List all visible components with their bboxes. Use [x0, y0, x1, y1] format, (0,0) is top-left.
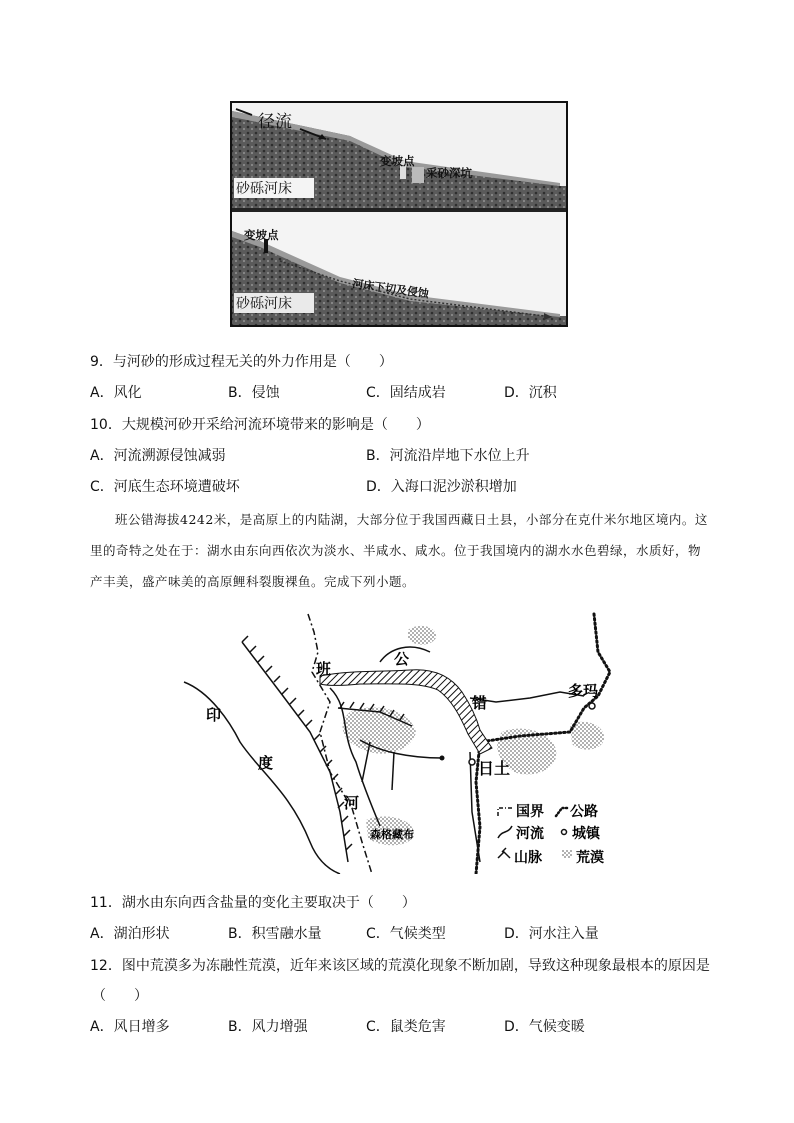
legend-mountain-symbol — [498, 848, 510, 858]
option-text: 积雪融水量 — [251, 926, 322, 942]
q11-option-a[interactable] — [90, 925, 170, 943]
legend-river-label: 河流 — [516, 826, 544, 842]
legend-mountain-label: 山脉 — [514, 850, 542, 866]
option-key: D． — [504, 385, 529, 401]
q10-option-c[interactable] — [90, 478, 240, 496]
bed-label-bottom: 砂砾河床 — [236, 296, 292, 312]
pit-label: 采砂深坑 — [426, 166, 472, 180]
option-key: B． — [366, 448, 390, 464]
option-text: 风力增强 — [251, 1019, 308, 1035]
option-text: 侵蚀 — [251, 385, 280, 401]
question-9-text: 与河砂的形成过程无关的外力作用是（ ） — [112, 354, 393, 370]
option-text: 风化 — [113, 385, 142, 401]
option-text: 湖泊形状 — [113, 926, 170, 942]
question-10-number: 10． — [90, 417, 122, 433]
erosion-label: 河床下切及侵蚀 — [351, 277, 430, 301]
question-12 — [90, 957, 710, 975]
option-text: 入海口泥沙淤积增加 — [390, 479, 517, 495]
question-9 — [90, 353, 393, 371]
legend-desert-symbol — [562, 850, 572, 858]
option-key: C． — [90, 479, 114, 495]
option-text: 气候变暖 — [528, 1019, 585, 1035]
q12-option-d[interactable] — [504, 1018, 585, 1036]
option-text: 河流溯源侵蚀减弱 — [113, 448, 226, 464]
option-text: 风日增多 — [113, 1019, 170, 1035]
option-key: D． — [504, 926, 529, 942]
legend-road-symbol — [556, 808, 568, 816]
question-11-text: 湖水由东向西含盐量的变化主要取决于（ ） — [121, 895, 416, 911]
option-key: A． — [90, 926, 114, 942]
duoma-label: 多玛 — [568, 682, 599, 700]
option-key: D． — [366, 479, 391, 495]
option-text: 气候类型 — [389, 926, 446, 942]
passage: 班公错海拔4242米，是高原上的内陆湖，大部分位于我国西藏日土县，小部分在克什米尔地区境内。这里的奇特之处在于：湖水由东向西依次为淡水、半咸水、咸水。位于我国境内的湖水水色碧绿，水质好，物产丰美，盛产味美的高原鲤科裂腹裸鱼。完成下列小题。 — [90, 512, 708, 589]
option-text: 沉积 — [528, 385, 557, 401]
shiquanhe-label: 森格藏布 — [370, 828, 414, 841]
river-char-3: 河 — [344, 794, 360, 812]
legend-town-symbol — [562, 830, 567, 835]
option-text: 固结成岩 — [389, 385, 446, 401]
legend-road-label: 公路 — [570, 804, 598, 820]
q10-option-b[interactable] — [366, 447, 530, 465]
q12-option-c[interactable] — [366, 1018, 446, 1036]
runoff-label: 径流 — [258, 112, 292, 132]
small-town-marker — [440, 756, 445, 761]
q9-option-d[interactable] — [504, 384, 557, 402]
option-key: C． — [366, 385, 390, 401]
option-key: B． — [228, 385, 252, 401]
lake-char-1: 班 — [316, 660, 332, 678]
sand-pit — [412, 167, 424, 183]
option-key: D． — [504, 1019, 529, 1035]
option-key: A． — [90, 1019, 114, 1035]
option-key: B． — [228, 1019, 252, 1035]
option-key: A． — [90, 385, 114, 401]
question-10-text: 大规模河砂开采给河流环境带来的影响是（ ） — [121, 417, 430, 433]
q9-option-b[interactable] — [228, 384, 280, 402]
option-text: 河底生态环境遭破坏 — [113, 479, 240, 495]
map-legend — [498, 803, 604, 866]
q12-option-b[interactable] — [228, 1018, 308, 1036]
slope-break-label-top: 变坡点 — [380, 154, 415, 168]
question-9-number: 9． — [90, 354, 113, 370]
legend-border-label: 国界 — [516, 804, 544, 820]
lake-char-2: 公 — [394, 650, 410, 668]
question-10 — [90, 416, 430, 434]
q12-option-a[interactable] — [90, 1018, 170, 1036]
option-key: A． — [90, 448, 114, 464]
q10-option-d[interactable] — [366, 478, 517, 496]
question-11-number: 11． — [90, 895, 122, 911]
river-char-2: 度 — [258, 754, 274, 772]
q10-option-a[interactable] — [90, 447, 226, 465]
q11-option-c[interactable] — [366, 925, 446, 943]
lake-char-3: 错 — [472, 694, 488, 712]
q11-option-b[interactable] — [228, 925, 322, 943]
option-text: 河水注入量 — [528, 926, 599, 942]
bangong-co-map — [180, 612, 620, 874]
option-key: C． — [366, 926, 390, 942]
q9-option-c[interactable] — [366, 384, 446, 402]
river-char-1: 印 — [206, 706, 222, 724]
question-12-text: 图中荒漠多为冻融性荒漠，近年来该区域的荒漠化现象不断加剧，导致这种现象最根本的原因是 — [121, 958, 710, 974]
option-text: 鼠类危害 — [389, 1019, 446, 1035]
legend-river-symbol — [498, 826, 512, 838]
option-key: B． — [228, 926, 252, 942]
question-12-bracket: （ ） — [92, 988, 148, 1004]
legend-desert-label: 荒漠 — [576, 850, 604, 866]
legend-border-symbol — [498, 808, 512, 816]
q9-option-a[interactable] — [90, 384, 142, 402]
slope-break-label-bottom: 变坡点 — [244, 228, 279, 242]
q11-option-d[interactable] — [504, 925, 599, 943]
sand-mining-diagram — [230, 101, 568, 327]
ritu-town-marker — [469, 759, 475, 765]
ritu-label: 日土 — [478, 759, 511, 778]
duoma-town-marker — [589, 703, 595, 709]
bed-label-top: 砂砾河床 — [236, 181, 292, 197]
question-11 — [90, 894, 416, 912]
legend-town-label: 城镇 — [572, 826, 600, 842]
option-key: C． — [366, 1019, 390, 1035]
question-12-number: 12． — [90, 958, 122, 974]
option-text: 河流沿岸地下水位上升 — [389, 448, 530, 464]
